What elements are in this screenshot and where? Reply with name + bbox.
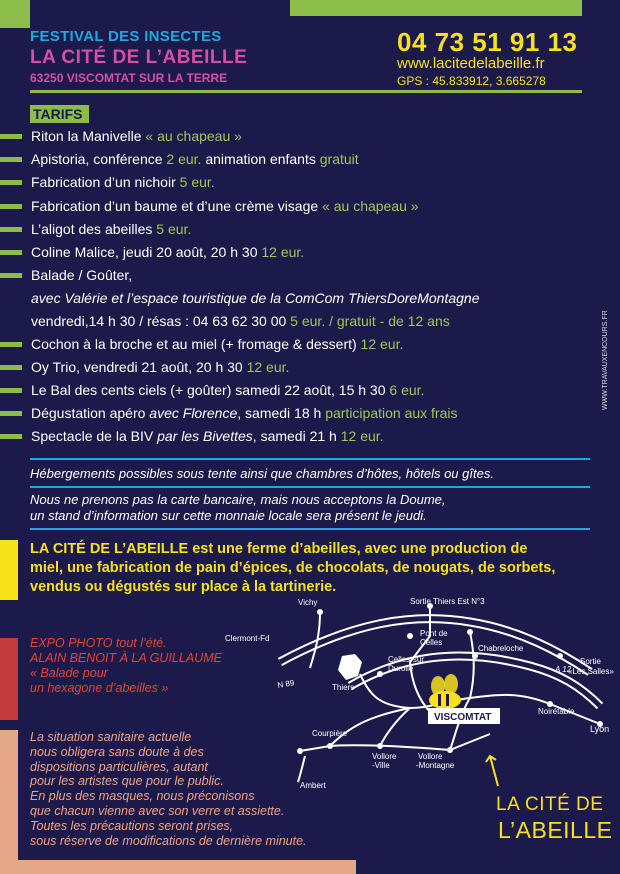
salmon-footer-bar xyxy=(0,860,356,874)
cite-abeille-logo xyxy=(490,788,613,848)
bullet-bar xyxy=(0,411,22,416)
venue-title: LA CITÉ DE L’ABEILLE xyxy=(30,47,248,68)
salmon-accent xyxy=(0,730,18,874)
item-text: Fabrication d’un baume et d’une crème visage xyxy=(31,198,319,214)
logo-line: LA CITÉ DE xyxy=(496,794,604,815)
bullet-bar xyxy=(0,157,22,162)
map-labels xyxy=(225,597,614,790)
payment-note-1: Nous ne prenons pas la carte bancaire, mais nous acceptons la Doume, xyxy=(30,492,446,507)
item-price: 12 eur. xyxy=(356,336,404,352)
item-subtext: avec Valérie et l’espace touristique de la ComCom ThiersDoreMontagne xyxy=(31,290,480,306)
item-text: , samedi 18 h xyxy=(237,405,322,421)
item-text: Le Bal des cents ciels (+ goûter) samedi 22 août, 15 h 30 xyxy=(31,382,386,398)
item-price: 5 eur. xyxy=(152,221,192,237)
thiers-town-shape xyxy=(338,654,362,680)
map-label: VISCOMTAT xyxy=(434,712,492,723)
map-label: Durolle xyxy=(388,664,414,673)
map-label: Vollore xyxy=(418,752,443,761)
festival-title: FESTIVAL DES INSECTES xyxy=(30,28,222,45)
item-price: participation aux frais xyxy=(321,405,458,421)
item-price: 12 eur. xyxy=(257,244,305,260)
map-label: -Ville xyxy=(372,761,390,770)
bee-icon xyxy=(429,674,461,709)
side-credit xyxy=(598,300,612,420)
map-label: Vollore xyxy=(372,752,397,761)
map-label: Noirétable xyxy=(538,707,575,716)
expo-line: EXPO PHOTO tout l’été. xyxy=(30,636,167,650)
item-price: 5 eur. xyxy=(175,174,215,190)
notice-line: La situation sanitaire actuelle xyxy=(30,730,192,744)
notice-line: Toutes les précautions seront prises, xyxy=(30,818,234,833)
map-label: Ambert xyxy=(300,781,326,790)
bullet-bar xyxy=(0,273,22,278)
item-price: 6 eur. xyxy=(385,382,425,398)
item-subtext xyxy=(31,311,450,331)
item-price: 12 eur. xyxy=(336,428,384,444)
map-label: Vichy xyxy=(298,598,318,607)
item-text: Cochon à la broche et au miel (+ fromage & dessert) xyxy=(31,336,357,352)
expo-line: ALAIN BENOIT À LA GUILLAUME xyxy=(30,651,222,665)
map-label: Courpière xyxy=(312,729,348,738)
bullet-bar xyxy=(0,388,22,393)
tarifs-heading: TARIFS xyxy=(30,105,89,123)
header-divider xyxy=(30,90,582,93)
map-label: Thiers xyxy=(332,683,355,692)
item-text: , samedi 21 h xyxy=(252,428,337,444)
item-text: L’aligot des abeilles xyxy=(31,221,153,237)
bullet-bar xyxy=(0,365,22,370)
item-price: « au chapeau » xyxy=(318,198,419,214)
bullet-bar xyxy=(0,204,22,209)
bullet-bar xyxy=(0,227,22,232)
bullet-bar xyxy=(0,250,22,255)
bullet-bar xyxy=(0,134,22,139)
map-label: -Montagne xyxy=(416,761,455,770)
notice-line: En plus des masques, nous préconisons xyxy=(30,789,255,804)
divider xyxy=(30,528,590,530)
phone-number[interactable]: 04 73 51 91 13 xyxy=(397,27,578,57)
map-label: N 89 xyxy=(276,678,295,690)
header-accent-right xyxy=(290,0,582,16)
notice-line: nous obligera sans doute à des xyxy=(30,744,204,759)
expo-line: « Balade pour xyxy=(30,666,108,680)
map-label: Celles xyxy=(420,638,443,647)
item-price: 2 eur. xyxy=(162,151,202,167)
item-price: gratuit xyxy=(315,151,359,167)
arrow-icon xyxy=(486,756,498,786)
map-label: Clermont-Fd xyxy=(225,634,270,643)
item-text: Spectacle de la BIV xyxy=(31,428,154,444)
gps-coordinates: GPS : 45.833912, 3.665278 xyxy=(397,74,546,88)
item-text: Coline Malice, jeudi 20 août, 20 h 30 xyxy=(31,244,258,260)
bullet-bar xyxy=(0,180,22,185)
bullet-bar xyxy=(0,434,22,439)
logo-line: L’ABEILLE xyxy=(498,817,613,843)
divider xyxy=(30,486,590,488)
address: 63250 VISCOMTAT SUR LA TERRE xyxy=(30,71,228,85)
item-text: animation enfants xyxy=(201,151,316,167)
map-label: Sortie Thiers Est N°3 xyxy=(410,597,485,606)
item-price: 12 eur. xyxy=(242,359,290,375)
map-label: «Les Salles» xyxy=(568,667,614,676)
notice-line: sous réserve de modifications de dernière minute. xyxy=(30,833,307,848)
item-text: vendredi,14 h 30 / résas : 04 63 62 30 00 xyxy=(31,313,287,329)
notice-line: pour les artistes que pour le public. xyxy=(30,774,224,789)
item-text: Balade / Goûter, xyxy=(31,267,133,283)
item-text: Apistoria, conférence xyxy=(31,151,163,167)
accommodation-note: Hébergements possibles sous tente ainsi que chambres d’hôtes, hôtels ou gîtes. xyxy=(30,466,494,481)
farm-description xyxy=(30,540,600,597)
item-text: Fabrication d’un nichoir xyxy=(31,174,176,190)
expo-line: un hexagone d’abeilles » xyxy=(30,681,169,695)
red-accent xyxy=(0,638,18,720)
payment-note-2: un stand d’information sur cette monnaie locale sera présent le jeudi. xyxy=(30,508,427,523)
notice-line: dispositions particulières, autant xyxy=(30,759,208,774)
map-label: A 12 xyxy=(555,665,572,674)
map-label: Chabreloche xyxy=(478,644,524,653)
access-map xyxy=(225,596,620,804)
side-credit-text: WWW.TRAVAUXENCOURS.FR xyxy=(602,310,609,410)
map-label: Sortie xyxy=(580,657,601,666)
description-line: miel, une fabrication de pain d’épices, de chocolats, de nougats, de sorbets, xyxy=(30,560,556,576)
notice-line: que chacun vienne avec son verre et assiette. xyxy=(30,803,285,818)
item-price: « au chapeau » xyxy=(141,128,242,144)
map-label: Pont de xyxy=(420,629,448,638)
map-label: Lyon xyxy=(590,724,610,734)
header-accent-left xyxy=(0,0,30,28)
photo-exhibition xyxy=(30,636,222,696)
description-line: LA CITÉ DE L’ABEILLE est une ferme d’abeilles, avec une production de xyxy=(30,541,528,557)
bullet-bar xyxy=(0,342,22,347)
divider xyxy=(30,458,590,460)
item-italic: avec Florence xyxy=(145,405,238,421)
item-text: Oy Trio, vendredi 21 août, 20 h 30 xyxy=(31,359,243,375)
website-link[interactable]: www.lacitedelabeille.fr xyxy=(397,55,545,72)
item-italic: par les Bivettes xyxy=(153,428,253,444)
item-text: Riton la Manivelle xyxy=(31,128,142,144)
map-label: Celles-sur xyxy=(388,655,425,664)
description-line: vendus ou dégustés sur place à la tartinerie. xyxy=(30,579,337,595)
item-price: 5 eur. / gratuit - de 12 ans xyxy=(286,313,450,329)
item-text: Dégustation apéro xyxy=(31,405,146,421)
yellow-accent xyxy=(0,540,18,600)
